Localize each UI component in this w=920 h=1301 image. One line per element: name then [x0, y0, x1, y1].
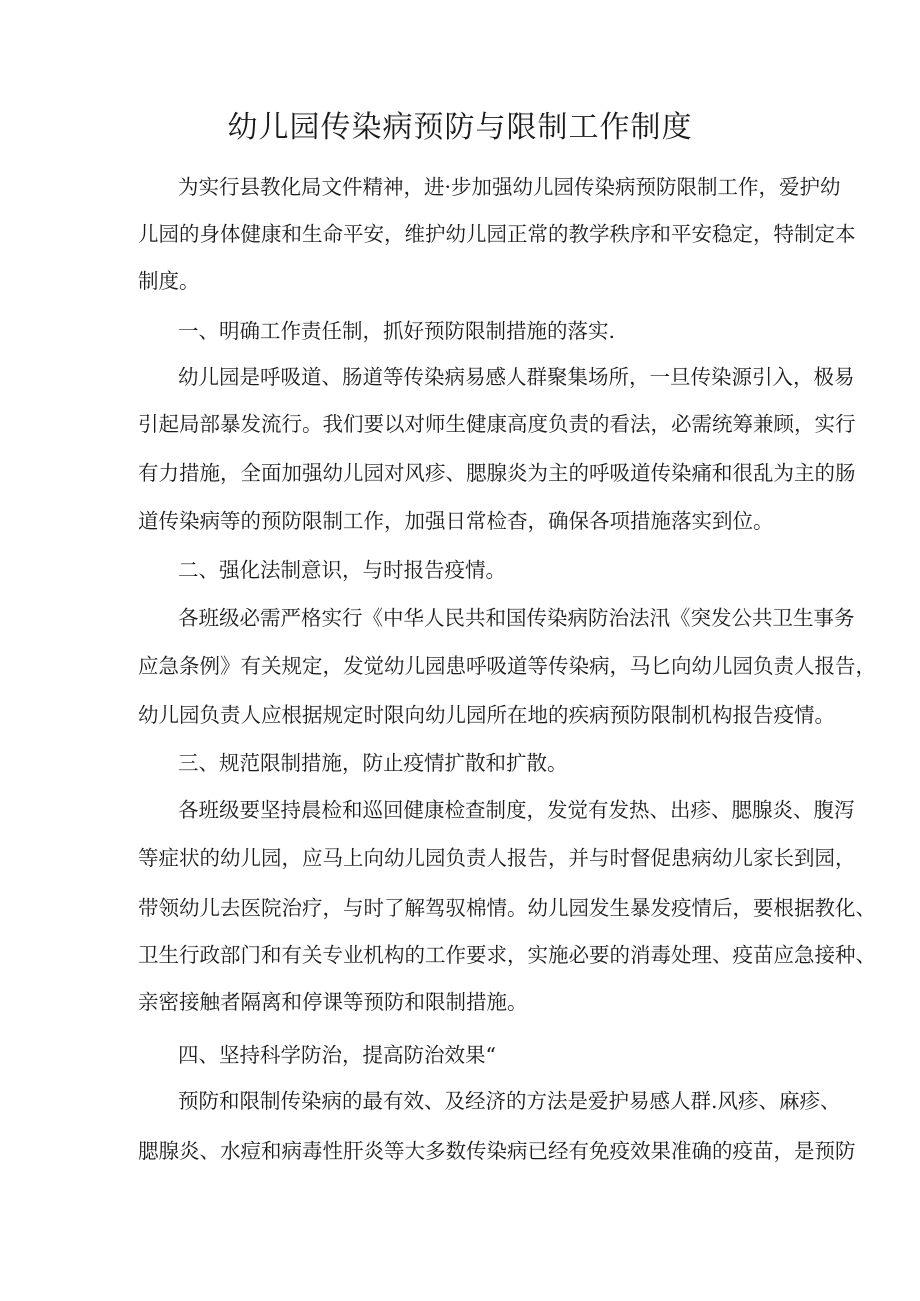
paragraph-line: 幼儿园负责人应根据规定时限向幼儿园所在地的疾病预防限制机构报告疫情。	[138, 703, 835, 727]
paragraph-line: 等症状的幼儿园，应马上向幼儿园负责人报告，并与时督促患病幼儿家长到园，	[138, 846, 856, 870]
paragraph-line: 道传染病等的预防限制工作，加强日常检杳，确保各项措施落实到位。	[138, 509, 774, 533]
paragraph-line: 各班级必需严格实行《中华人民共和国传染病防治法汛《突发公共卫生事务	[178, 606, 855, 630]
paragraph-line: 为实行县教化局文件精神，进·步加强幼儿园传染病预防限制工作，爱护幼	[178, 175, 841, 199]
section-heading-1: 一、明确工作责任制，抓好预防限制措施的落实.	[178, 319, 616, 343]
paragraph-line: 制度。	[138, 269, 200, 293]
paragraph-line: 各班级要坚持晨检和巡回健康检查制度，发觉有发热、出疹、腮腺炎、腹泻	[178, 798, 855, 822]
paragraph-line: 带领幼儿去医院治疗，与时了解驾驭棉情。幼儿园发生暴发疫情后，要根据教化、	[138, 896, 876, 920]
paragraph-line: 应急条例》有关规定，发觉幼儿园患呼吸道等传染病，马匕向幼儿园负责人报告，	[138, 654, 876, 678]
paragraph-line: 卫生行政部门和有关专业机构的工作要求，实施必要的消毒处理、疫苗应急接种、	[138, 943, 876, 967]
paragraph-line: 儿园的身体健康和生命平安，维护幼儿园正常的教学秩序和平安稳定，特制定本	[138, 222, 856, 246]
section-heading-3: 三、规范限制措施，防止疫情扩散和扩散。	[178, 751, 568, 775]
paragraph-line: 有力措施，全面加强幼儿园对风疹、腮腺炎为主的呼吸道传染痛和很乱为主的肠	[138, 461, 856, 485]
paragraph-line: 亲密接触者隔离和停课等预防和限制措施。	[138, 990, 528, 1014]
paragraph-line: 引起局部暴发流行。我们要以对师生健康高度负责的看法，必需统筹兼顾，实行	[138, 412, 856, 436]
paragraph-line: 腮腺炎、水痘和病毒性肝炎等大多数传染病已经有免疫效果准确的疫苗，是预防	[138, 1139, 856, 1163]
section-heading-4: 四、坚持科学防治，提高防治效果“	[178, 1043, 496, 1067]
paragraph-line: 预防和限制传染病的最有效、及经济的方法是爱护易感人群.风疹、麻疹、	[178, 1089, 841, 1113]
document-title: 幼儿园传染病预防与限制工作制度	[227, 110, 693, 145]
section-heading-2: 二、强化法制意识，与时报告疫情。	[178, 558, 506, 582]
paragraph-line: 幼儿园是呼吸道、肠道等传染病易感人群聚集场所，一旦传染源引入，极易	[178, 365, 855, 389]
